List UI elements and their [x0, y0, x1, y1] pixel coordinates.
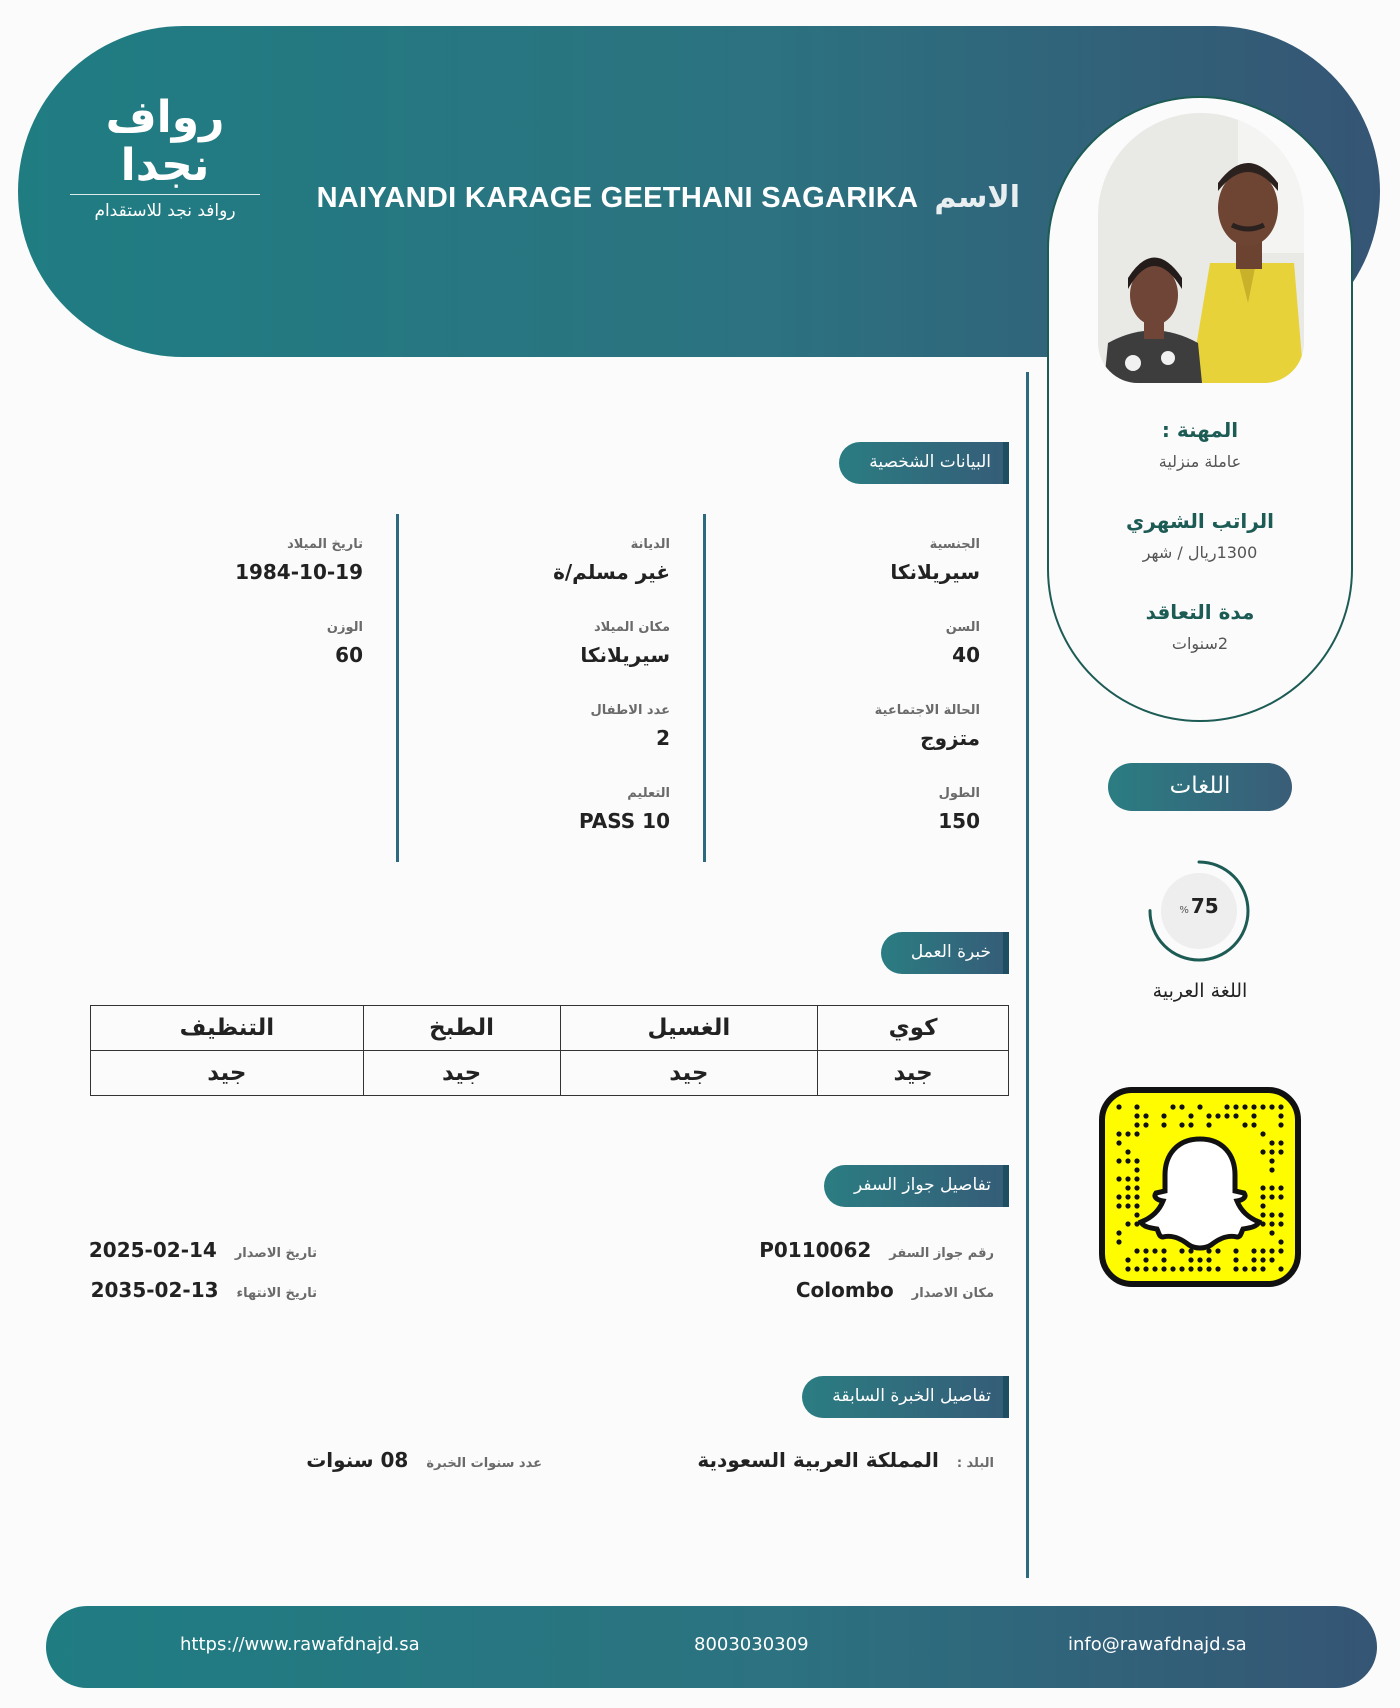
field-label: عدد الاطفال: [590, 703, 670, 718]
snapcode-dot: [1125, 1266, 1130, 1271]
field-value: 2025-02-14: [88, 1238, 217, 1262]
field-value: Colombo: [795, 1278, 894, 1302]
name-label: الاسم: [934, 180, 1020, 215]
snapcode-dot: [1269, 1221, 1274, 1226]
field-value: سيريلانكا: [580, 643, 670, 667]
field-label: التعليم: [627, 786, 670, 801]
snapcode-dot: [1179, 1248, 1184, 1253]
contract-label: مدة التعاقد: [1145, 600, 1255, 624]
snapcode-dot: [1125, 1131, 1130, 1136]
snapcode-dot: [1188, 1266, 1193, 1271]
snapcode-dot: [1143, 1122, 1148, 1127]
snapcode-dot: [1134, 1104, 1139, 1109]
candidate-photo: [1098, 113, 1304, 383]
snapcode-dot: [1134, 1122, 1139, 1127]
field-value: 150: [938, 809, 980, 833]
table-header-cell: التنظيف: [91, 1006, 364, 1051]
religion-field: [553, 537, 670, 584]
snapcode-dot: [1269, 1104, 1274, 1109]
snapcode-dot: [1125, 1149, 1130, 1154]
candidate-name-row: [317, 180, 1020, 215]
snapcode-dot: [1233, 1266, 1238, 1271]
snapcode-dot: [1125, 1221, 1130, 1226]
snapcode-dot: [1269, 1149, 1274, 1154]
snapcode-dot: [1125, 1194, 1130, 1199]
snapcode-dot: [1161, 1257, 1166, 1262]
issue-date-field: [89, 1238, 317, 1262]
birthplace-field: [580, 620, 670, 667]
snapcode-dot: [1278, 1149, 1283, 1154]
nationality-field: [890, 537, 980, 584]
snapcode-dot: [1134, 1194, 1139, 1199]
table-header-cell: الغسيل: [560, 1006, 818, 1051]
section-experience-title: خبرة العمل: [881, 932, 1009, 974]
birthdate-field: [235, 537, 363, 584]
snapcode-dot: [1125, 1176, 1130, 1181]
snapcode-dot: [1125, 1257, 1130, 1262]
logo-mark: رواف نجدا: [70, 94, 260, 195]
snapcode-dot: [1233, 1248, 1238, 1253]
salary-label: الراتب الشهري: [1126, 509, 1274, 533]
snapcode-dot: [1278, 1104, 1283, 1109]
snapcode-dot: [1179, 1104, 1184, 1109]
section-passport-title: تفاصيل جواز السفر: [824, 1165, 1009, 1207]
table-cell: جيد: [91, 1051, 364, 1096]
snapcode-dot: [1251, 1248, 1256, 1253]
snapcode-dot: [1161, 1122, 1166, 1127]
field-label: البلد :: [956, 1456, 994, 1471]
salary-value: 1300ريال / شهر: [1142, 543, 1258, 562]
snapcode-dot: [1116, 1203, 1121, 1208]
snapcode-dot: [1188, 1113, 1193, 1118]
skills-table: [90, 1005, 1009, 1096]
field-label: الديانة: [630, 537, 670, 552]
field-value: متزوج: [920, 726, 980, 750]
snapcode-dot: [1278, 1113, 1283, 1118]
section-previous-title: تفاصيل الخبرة السابقة: [802, 1376, 1009, 1418]
snapcode-dot: [1134, 1185, 1139, 1190]
section-personal-title: البيانات الشخصية: [839, 442, 1009, 484]
passport-number-field: [759, 1238, 994, 1262]
field-value: P0110062: [759, 1238, 872, 1262]
field-value: PASS 10: [578, 809, 670, 833]
snapcode-dot: [1206, 1113, 1211, 1118]
snapcode-dot: [1134, 1248, 1139, 1253]
snapcode-dot: [1116, 1230, 1121, 1235]
snapcode-dot: [1269, 1257, 1274, 1262]
snapcode-dot: [1269, 1212, 1274, 1217]
snapcode-dot: [1224, 1104, 1229, 1109]
snapcode-dot: [1251, 1113, 1256, 1118]
salary-block: [1047, 509, 1353, 562]
snapcode-dot: [1260, 1131, 1265, 1136]
snapcode-dot: [1170, 1104, 1175, 1109]
table-row: [91, 1006, 1009, 1051]
snapcode-dot: [1152, 1266, 1157, 1271]
snapcode-dot: [1278, 1221, 1283, 1226]
education-field: [579, 786, 670, 833]
snapcode-dot: [1134, 1266, 1139, 1271]
height-field: [938, 786, 980, 833]
snapcode-dot: [1197, 1266, 1202, 1271]
snapcode-dot: [1251, 1104, 1256, 1109]
snapcode-dot: [1206, 1266, 1211, 1271]
snapcode-dot: [1206, 1257, 1211, 1262]
snapchat-qr-code: [1099, 1087, 1301, 1287]
snapcode-dot: [1134, 1167, 1139, 1172]
snapcode-dot: [1269, 1167, 1274, 1172]
weight-field: [327, 620, 363, 667]
snapcode-dot: [1269, 1158, 1274, 1163]
snapcode-dot: [1242, 1266, 1247, 1271]
field-label: الجنسية: [929, 537, 980, 552]
issue-place-field: [796, 1278, 994, 1302]
snapcode-dot: [1251, 1122, 1256, 1127]
field-value: 08 سنوات: [306, 1448, 409, 1472]
snapcode-dot: [1260, 1203, 1265, 1208]
snapcode-dot: [1116, 1194, 1121, 1199]
snapcode-dot: [1134, 1212, 1139, 1217]
phone-number[interactable]: 8003030309: [694, 1634, 809, 1655]
language-name: اللغة العربية: [1152, 980, 1248, 1002]
snapcode-dot: [1278, 1266, 1283, 1271]
snapcode-dot: [1179, 1122, 1184, 1127]
snapcode-dot: [1161, 1266, 1166, 1271]
snapcode-dot: [1161, 1248, 1166, 1253]
table-cell: جيد: [560, 1051, 818, 1096]
snapcode-dot: [1143, 1113, 1148, 1118]
field-label: عدد سنوات الخبرة: [426, 1456, 542, 1471]
field-value: سيريلانكا: [890, 560, 980, 584]
experience-years-field: [306, 1448, 542, 1472]
snapcode-dot: [1116, 1104, 1121, 1109]
snapcode-dot: [1269, 1248, 1274, 1253]
snapcode-dot: [1260, 1212, 1265, 1217]
table-header-cell: كوي: [818, 1006, 1009, 1051]
snapcode-dot: [1260, 1104, 1265, 1109]
snapcode-dot: [1215, 1248, 1220, 1253]
snapcode-dot: [1116, 1140, 1121, 1145]
field-value: 60: [335, 643, 363, 667]
snapcode-dot: [1134, 1176, 1139, 1181]
snapcode-dot: [1215, 1266, 1220, 1271]
expiry-date-field: [91, 1278, 317, 1302]
snapcode-dot: [1269, 1194, 1274, 1199]
field-value: 2: [656, 726, 670, 750]
contract-block: [1047, 600, 1353, 653]
snapcode-dot: [1188, 1257, 1193, 1262]
candidate-name: NAIYANDI KARAGE GEETHANI SAGARIKA: [316, 182, 919, 214]
snapcode-dot: [1134, 1158, 1139, 1163]
logo-subtitle: روافد نجد للاستقدام: [94, 201, 236, 221]
contract-value: 2سنوات: [1171, 634, 1229, 653]
gauge-value: [1146, 894, 1252, 918]
profession-block: [1047, 418, 1353, 471]
snapcode-dot: [1161, 1113, 1166, 1118]
snapcode-dot: [1116, 1158, 1121, 1163]
age-field: [946, 620, 980, 667]
snapcode-dot: [1116, 1239, 1121, 1244]
snapcode-dot: [1116, 1131, 1121, 1136]
snapcode-dot: [1134, 1203, 1139, 1208]
snapcode-dot: [1269, 1185, 1274, 1190]
snapcode-dot: [1206, 1122, 1211, 1127]
field-label: الوزن: [326, 620, 363, 635]
field-label: تاريخ الانتهاء: [236, 1286, 317, 1301]
snapcode-dot: [1116, 1176, 1121, 1181]
timeline-line: [1026, 372, 1029, 1578]
website-link[interactable]: https://www.rawafdnajd.sa: [180, 1634, 420, 1655]
field-label: السن: [945, 620, 980, 635]
field-value: المملكة العربية السعودية: [697, 1448, 939, 1472]
languages-title: اللغات: [1108, 763, 1292, 811]
snapcode-dot: [1278, 1248, 1283, 1253]
table-cell: جيد: [363, 1051, 560, 1096]
snapcode-dot: [1233, 1113, 1238, 1118]
snapcode-dot: [1125, 1203, 1130, 1208]
gauge-percent-sign: %: [1179, 905, 1189, 916]
table-header-cell: الطبخ: [363, 1006, 560, 1051]
snapcode-dot: [1278, 1239, 1283, 1244]
snapcode-dot: [1143, 1257, 1148, 1262]
table-row: [91, 1051, 1009, 1096]
field-label: مكان الاصدار: [911, 1286, 994, 1301]
snapcode-dot: [1242, 1104, 1247, 1109]
snapcode-dot: [1179, 1266, 1184, 1271]
country-field: [697, 1448, 994, 1472]
profession-value: عاملة منزلية: [1158, 452, 1242, 471]
snapcode-dot: [1269, 1230, 1274, 1235]
field-label: مكان الميلاد: [593, 620, 670, 635]
field-value: 40: [952, 643, 980, 667]
footer-bar: [46, 1606, 1377, 1688]
field-label: رقم جواز السفر: [889, 1246, 994, 1261]
snapcode-dot: [1269, 1140, 1274, 1145]
snapcode-dot: [1143, 1266, 1148, 1271]
field-label: الحالة الاجتماعية: [874, 703, 980, 718]
snapcode-dot: [1260, 1266, 1265, 1271]
field-value: 2035-02-13: [90, 1278, 219, 1302]
snapcode-dot: [1233, 1104, 1238, 1109]
snapcode-dot: [1224, 1113, 1229, 1118]
column-divider: [703, 514, 706, 862]
snapcode-dot: [1152, 1248, 1157, 1253]
snapcode-dot: [1242, 1122, 1247, 1127]
field-value: غير مسلم/ة: [553, 560, 670, 584]
snapcode-dot: [1260, 1149, 1265, 1154]
snapcode-dot: [1278, 1212, 1283, 1217]
email-link[interactable]: info@rawafdnajd.sa: [1068, 1634, 1247, 1655]
profession-label: المهنة :: [1161, 418, 1239, 442]
snapcode-dot: [1260, 1248, 1265, 1253]
snapcode-dot: [1197, 1104, 1202, 1109]
snapcode-dot: [1251, 1257, 1256, 1262]
snapcode-dot: [1260, 1185, 1265, 1190]
table-cell: جيد: [818, 1051, 1009, 1096]
field-value: 1984-10-19: [235, 560, 363, 584]
snapcode-dot: [1125, 1158, 1130, 1163]
field-label: تاريخ الميلاد: [287, 537, 363, 552]
snapcode-dot: [1260, 1194, 1265, 1199]
gauge-percent-number: 75: [1190, 894, 1219, 918]
snapcode-dot: [1278, 1194, 1283, 1199]
snapcode-dot: [1143, 1248, 1148, 1253]
company-logo: [70, 94, 260, 221]
snapcode-dot: [1188, 1122, 1193, 1127]
snapcode-dot: [1134, 1113, 1139, 1118]
snapcode-dot: [1278, 1122, 1283, 1127]
snapcode-dot: [1197, 1257, 1202, 1262]
snapcode-dot: [1170, 1266, 1175, 1271]
snapcode-dot: [1233, 1257, 1238, 1262]
column-divider: [396, 514, 399, 862]
snapcode-dot: [1260, 1257, 1265, 1262]
children-field: [591, 703, 671, 750]
snapcode-dot: [1125, 1185, 1130, 1190]
snapcode-dot: [1134, 1131, 1139, 1136]
field-label: تاريخ الاصدار: [234, 1246, 317, 1261]
snapcode-dot: [1278, 1185, 1283, 1190]
snapcode-dot: [1278, 1140, 1283, 1145]
snapcode-dot: [1215, 1113, 1220, 1118]
field-label: الطول: [938, 786, 980, 801]
marital-status-field: [875, 703, 980, 750]
snapcode-dot: [1251, 1266, 1256, 1271]
